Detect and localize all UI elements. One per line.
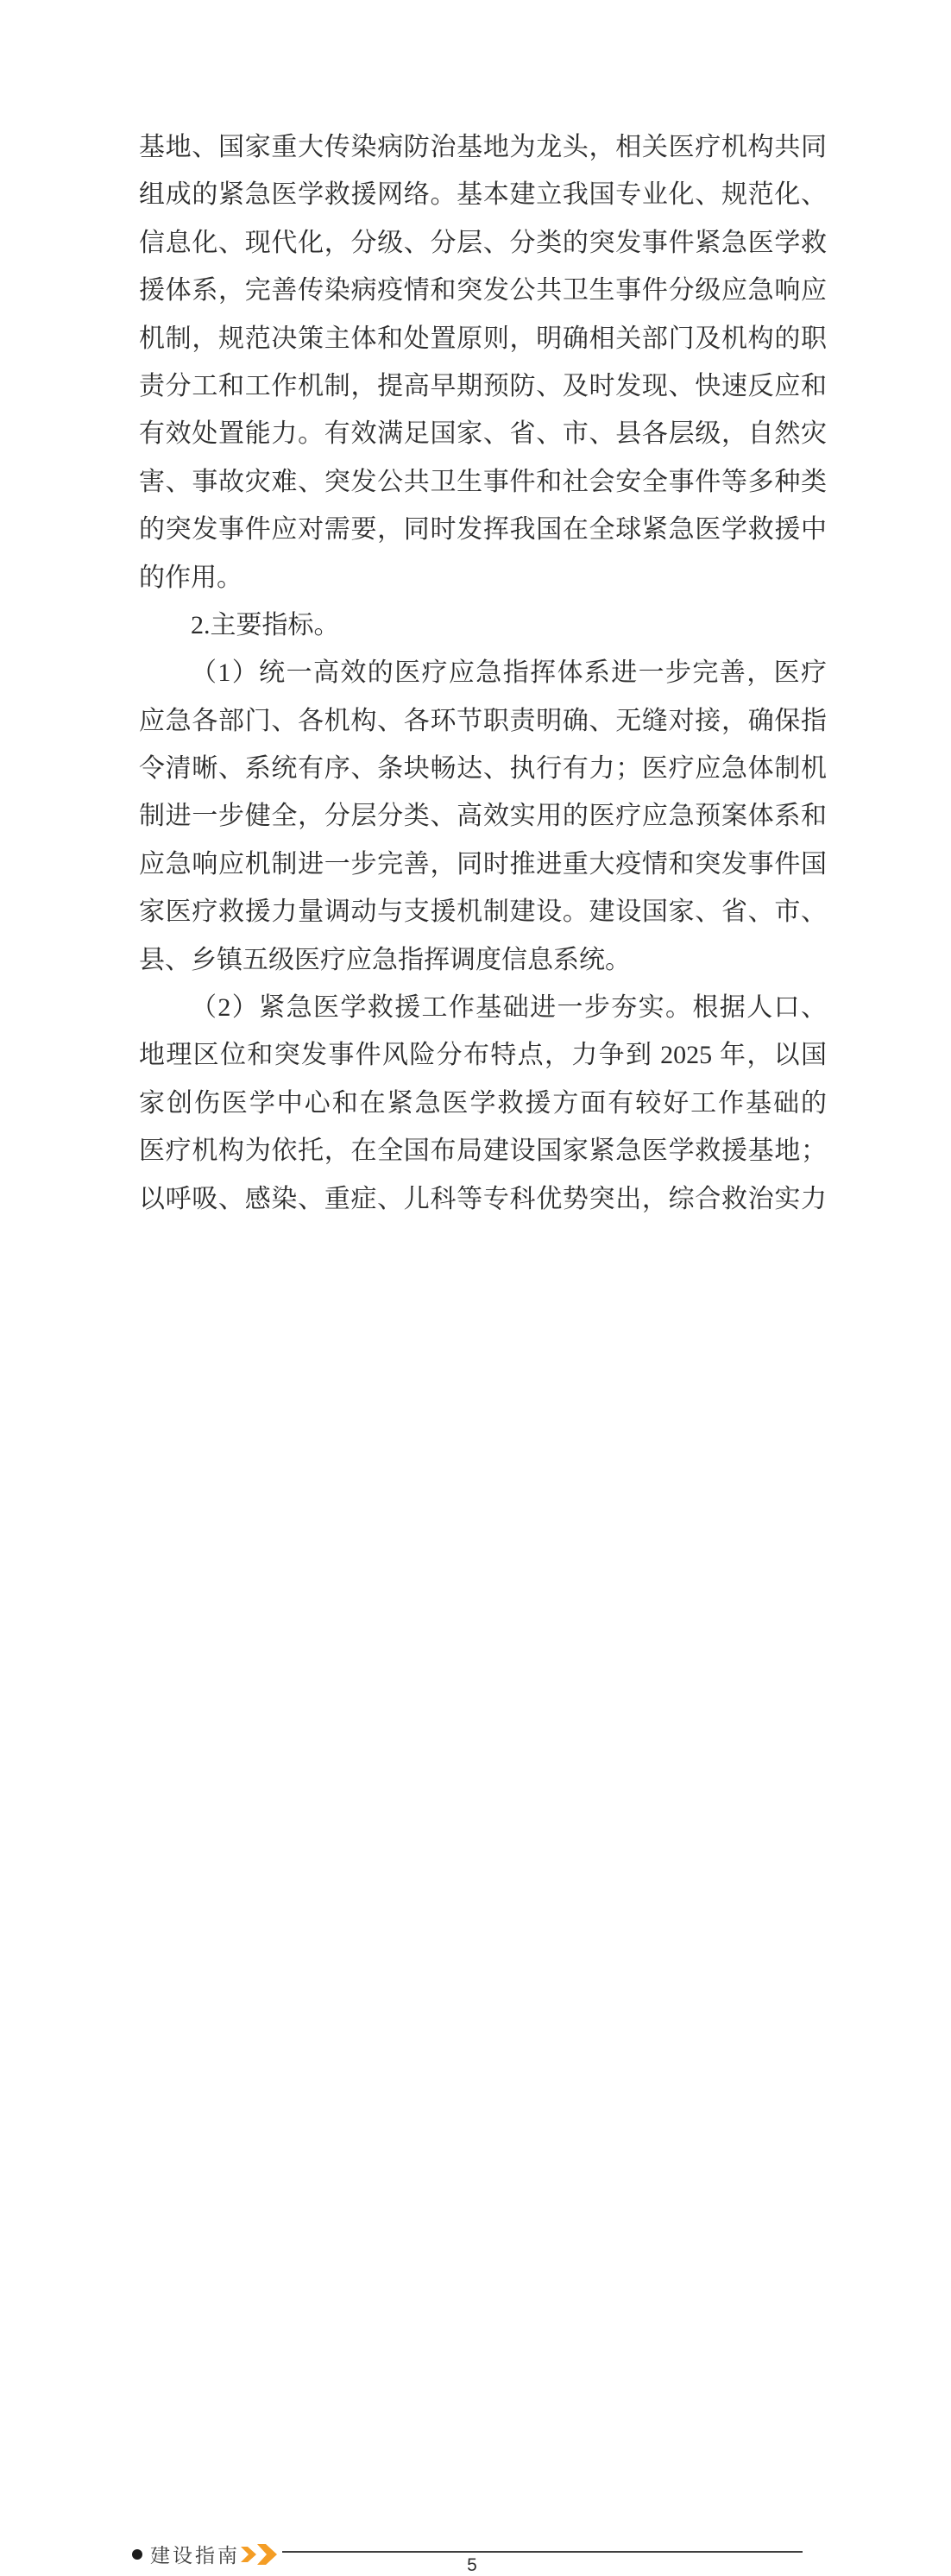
text-line: 制进一步健全，分层分类、高效实用的医疗应急预案体系和 <box>139 802 827 831</box>
text-line: 责分工和工作机制，提高早期预防、及时发现、快速反应和 <box>139 371 827 400</box>
text-line: 信息化、现代化，分级、分层、分类的突发事件紧急医学救 <box>139 228 827 257</box>
text-line: 令清晰、系统有序、条块畅达、执行有力；医疗应急体制机 <box>139 754 827 784</box>
text-line: 县、乡镇五级医疗应急指挥调度信息系统。 <box>139 945 631 974</box>
text-line: （1）统一高效的医疗应急指挥体系进一步完善，医疗 <box>191 658 827 688</box>
page-number: 5 <box>467 2555 477 2575</box>
text-line: 家医疗救援力量调动与支援机制建设。建设国家、省、市、 <box>139 898 827 927</box>
text-line: 医疗机构为依托，在全国布局建设国家紧急医学救援基地； <box>139 1137 827 1166</box>
text-line: 以呼吸、感染、重症、儿科等专科优势突出，综合救治实力 <box>139 1184 827 1213</box>
double-chevron-right-icon <box>241 2543 279 2566</box>
text-line: 地理区位和突发事件风险分布特点，力争到 2025 年，以国 <box>139 1041 827 1070</box>
text-line: 的作用。 <box>139 563 242 592</box>
text-line: 2.主要指标。 <box>191 610 340 639</box>
text-line: 应急各部门、各机构、各环节职责明确、无缝对接，确保指 <box>139 706 827 735</box>
text-line: 应急响应机制进一步完善，同时推进重大疫情和突发事件国 <box>139 849 827 879</box>
text-line: 的突发事件应对需要，同时发挥我国在全球紧急医学救援中 <box>139 515 827 545</box>
text-line: 基地、国家重大传染病防治基地为龙头，相关医疗机构共同 <box>139 133 827 161</box>
text-body <box>139 123 827 1223</box>
text-line: 组成的紧急医学救援网络。基本建立我国专业化、规范化、 <box>139 180 827 210</box>
footer-section-label: 建设指南 <box>150 2544 240 2567</box>
text-line: （2）紧急医学救援工作基础进一步夯实。根据人口、 <box>191 993 827 1023</box>
text-line: 援体系，完善传染病疫情和突发公共卫生事件分级应急响应 <box>139 276 827 305</box>
footer-bullet-icon <box>132 2549 142 2560</box>
text-line: 机制，规范决策主体和处置原则，明确相关部门及机构的职 <box>139 324 827 353</box>
page-footer <box>0 1269 951 2575</box>
footer-rule <box>282 2551 803 2553</box>
text-line: 害、事故灾难、突发公共卫生事件和社会安全事件等多种类 <box>139 467 827 496</box>
text-line: 有效处置能力。有效满足国家、省、市、县各层级，自然灾 <box>139 419 827 449</box>
text-line: 家创伤医学中心和在紧急医学救援方面有较好工作基础的 <box>139 1088 827 1118</box>
